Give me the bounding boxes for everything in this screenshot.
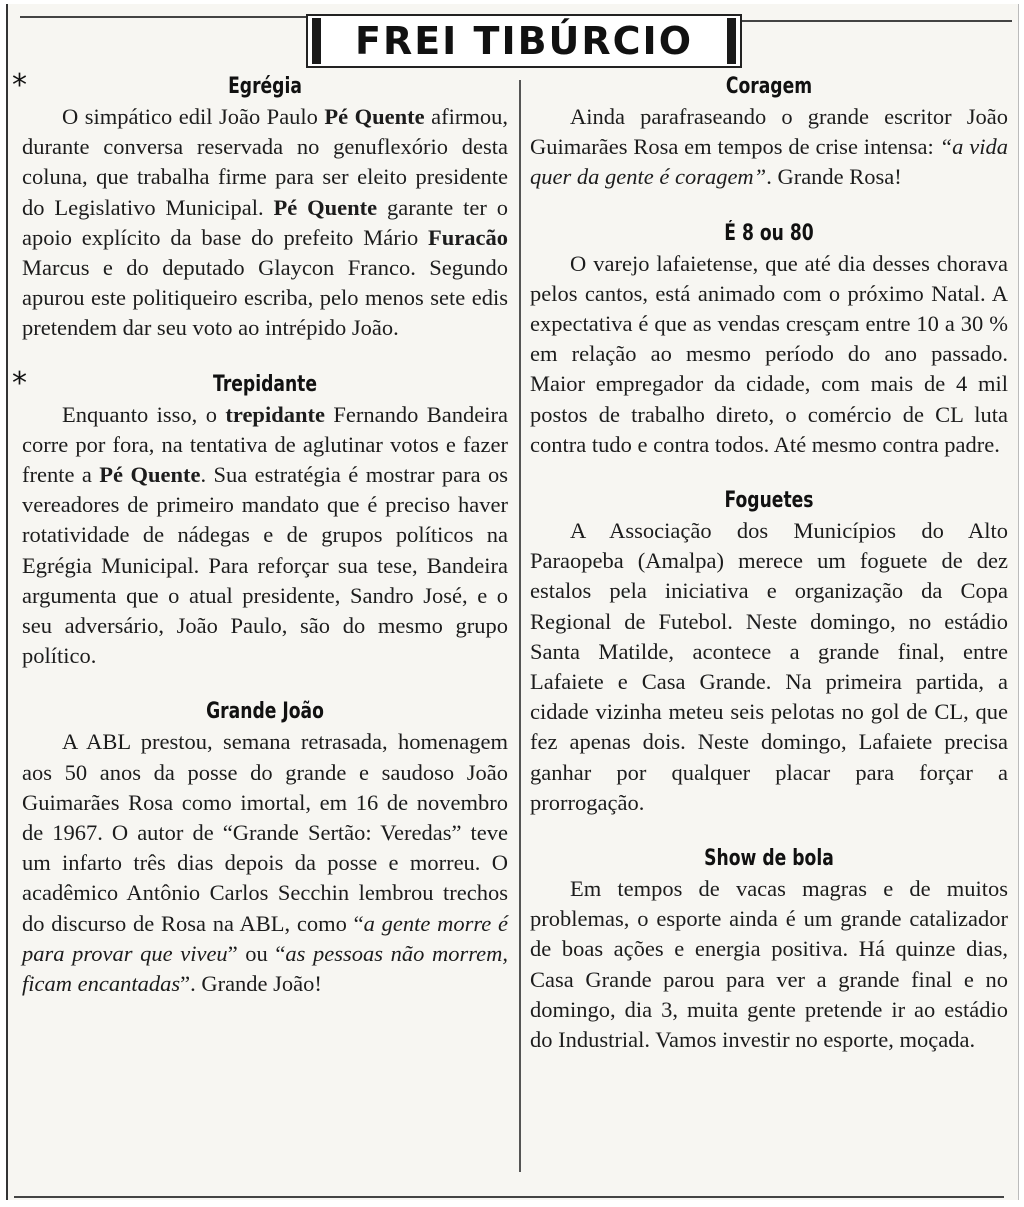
asterisk-marker-icon: * bbox=[12, 68, 27, 103]
article-body: Enquanto isso, o trepidante Fernando Bandeira corre por fora, na tentativa de aglutinar votos e fazer frente a Pé Quente. Sua estratégia é mostrar para os vereadores de primeiro mandato que é preciso haver rotatividade de nádegas e de grupos políticos na Egrégia Municipal. Para reforçar sua tese, Bandeira argumenta que o atual presidente, Sandro José, e o seu adversário, João Paulo, são do mesmo grupo político. bbox=[22, 401, 508, 669]
article-show-de-bola bbox=[530, 844, 1008, 1055]
article-heading: Coragem bbox=[725, 74, 813, 99]
left-column bbox=[12, 68, 508, 999]
article-grande-joao bbox=[22, 697, 508, 999]
article-body: O varejo lafaietense, que até dia desses chorava pelos cantos, está animado com o próximo Natal. A expectativa é que as vendas cresçam entre 10 a 30 % em relação ao mesmo período do ano passado. Maior empregador da cidade, com mais de 4 mil postos de trabalho direto, o comércio de CL luta contra tudo e contra todos. Até mesmo contra padre. bbox=[530, 250, 1008, 457]
article-heading: Trepidante bbox=[212, 371, 318, 397]
top-rule bbox=[20, 16, 306, 18]
article-body: A Associação dos Municípios do Alto Paraopeba (Amalpa) merece um foguete de dez estalos pela iniciativa e organização da Copa Regional de Futebol. Neste domingo, no estádio Santa Matilde, acontece a grande final, entre Lafaiete e Casa Grande. Na primeira partida, a cidade vizinha meteu seis pelotas no gol de CL, que fez apenas dois. Neste domingo, Lafaiete precisa ganhar por qualquer placar para forçar a prorrogação. bbox=[530, 518, 1008, 815]
article-heading: Foguetes bbox=[724, 488, 814, 514]
article-egregia bbox=[12, 68, 508, 344]
column-divider bbox=[519, 80, 521, 1172]
article-body: Ainda parafraseando o grande escritor João Guimarães Rosa em tempos de crise intensa: “a vida quer da gente é coragem”. Grande Rosa! bbox=[530, 104, 1008, 190]
article-heading: É 8 ou 80 bbox=[724, 220, 814, 246]
article-body: O simpático edil João Paulo Pé Quente afirmou, durante conversa reservada no genuflexório desta coluna, que trabalha firme para ser eleito presidente do Legislativo Municipal. Pé Quente garante ter o apoio explícito da base do prefeito Mário Furacão Marcus e do deputado Glaycon Franco. Segundo apurou este politiqueiro escriba, pelo menos sete edis pretendem dar seu voto ao intrépido João. bbox=[22, 104, 508, 341]
article-body: A ABL prestou, semana retrasada, homenagem aos 50 anos da posse do grande e saudoso João Guimarães Rosa como imortal, em 16 de novembro de 1967. O autor de “Grande Sertão: Veredas” teve um infarto três dias depois da posse e morreu. O acadêmico Antônio Carlos Secchin lembrou trechos do discurso de Rosa na ABL, como “a gente morre é para provar que viveu” ou “as pessoas não morrem, ficam encantadas”. Grande João! bbox=[22, 729, 508, 997]
article-body: Em tempos de vacas magras e de muitos problemas, o esporte ainda é um grande catalizador de boas ações e energia positiva. Há quinze dias, Casa Grande parou para ver a grande final e no domingo, dia 3, muita gente pretende ir ao estádio do Industrial. Vamos investir no esporte, moçada. bbox=[530, 876, 1008, 1053]
article-heading: Grande João bbox=[206, 699, 324, 725]
right-column bbox=[530, 72, 1008, 1055]
article-heading: Egrégia bbox=[228, 74, 302, 99]
article-heading: Show de bola bbox=[704, 846, 834, 872]
column-masthead bbox=[306, 14, 742, 68]
article-trepidante bbox=[12, 365, 508, 672]
top-rule bbox=[742, 20, 1012, 22]
article-coragem bbox=[530, 72, 1008, 193]
column-title: FREI TIBÚRCIO bbox=[354, 19, 693, 63]
article-foguetes bbox=[530, 486, 1008, 818]
bottom-rule bbox=[14, 1196, 1004, 1198]
article-e-8-ou-80 bbox=[530, 219, 1008, 460]
asterisk-marker-icon: * bbox=[12, 365, 27, 401]
